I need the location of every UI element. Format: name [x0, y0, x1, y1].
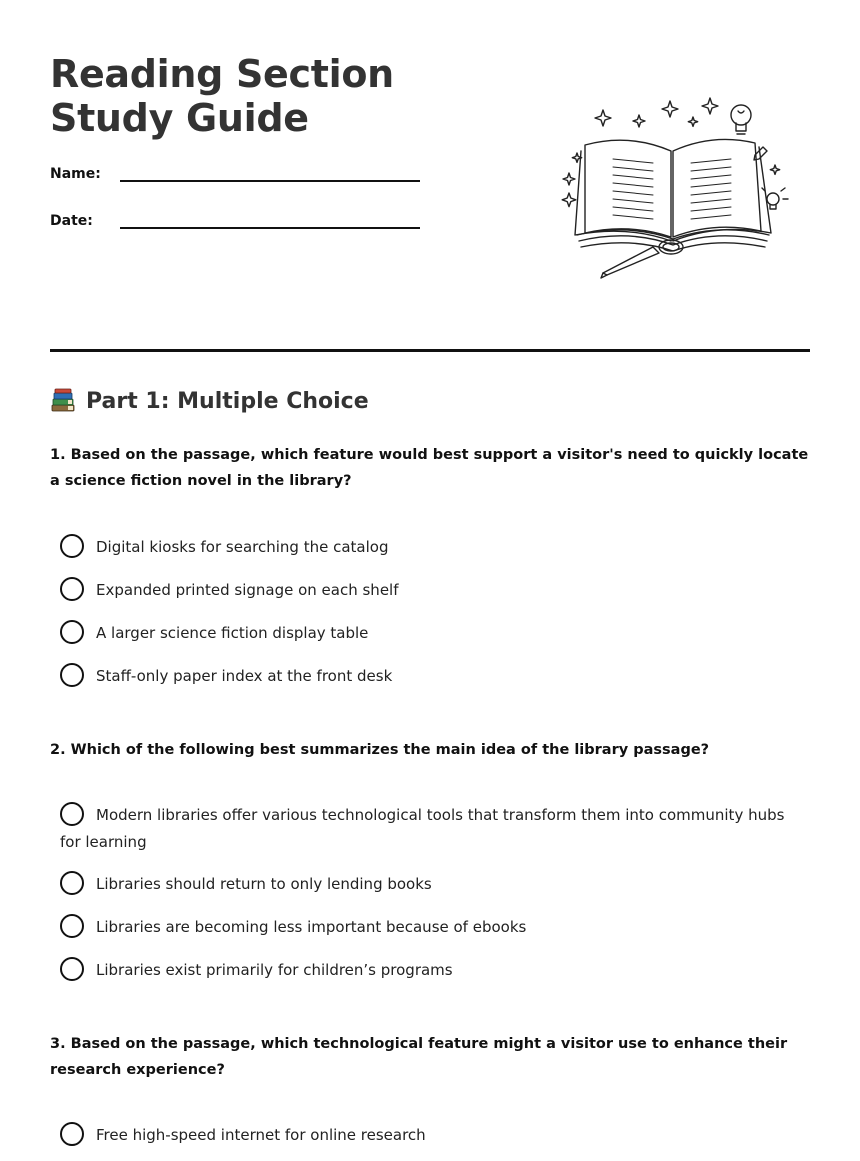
- radio-button[interactable]: [60, 957, 84, 981]
- date-input-line[interactable]: [120, 227, 420, 229]
- radio-button[interactable]: [60, 914, 84, 938]
- option-label: Digital kiosks for searching the catalog: [96, 538, 389, 556]
- option-label: Staff-only paper index at the front desk: [96, 667, 393, 685]
- radio-button[interactable]: [60, 663, 84, 687]
- radio-button[interactable]: [60, 534, 84, 558]
- option-label: Libraries are becoming less important because of ebooks: [96, 918, 527, 936]
- q2-option-4[interactable]: [60, 957, 800, 984]
- option-label: Libraries should return to only lending books: [96, 875, 432, 893]
- q3-option-1[interactable]: [60, 1122, 800, 1149]
- option-label: Free high-speed internet for online research: [96, 1126, 426, 1144]
- radio-button[interactable]: [60, 577, 84, 601]
- name-field-row: [50, 166, 430, 196]
- option-label: Expanded printed signage on each shelf: [96, 581, 399, 599]
- open-book-icon: [555, 95, 795, 285]
- part1-heading: [50, 388, 369, 414]
- q1-option-3[interactable]: [60, 620, 800, 647]
- question-1-text: 1. Based on the passage, which feature would best support a visitor's need to quickly locate a science fiction novel in the library?: [50, 447, 809, 489]
- radio-button[interactable]: [60, 620, 84, 644]
- books-icon: [50, 388, 76, 414]
- option-label: Libraries exist primarily for children’s programs: [96, 961, 453, 979]
- radio-button[interactable]: [60, 802, 84, 826]
- page-title: Reading Section Study Guide: [50, 52, 394, 140]
- radio-button[interactable]: [60, 871, 84, 895]
- q1-option-2[interactable]: [60, 577, 800, 604]
- q2-option-3[interactable]: [60, 914, 800, 941]
- name-input-line[interactable]: [120, 180, 420, 182]
- question-3-text: 3. Based on the passage, which technological feature might a visitor use to enhance their research experience?: [50, 1036, 788, 1078]
- q2-option-1[interactable]: [60, 802, 800, 856]
- radio-button[interactable]: [60, 1122, 84, 1146]
- date-field-row: [50, 213, 430, 243]
- option-label: A larger science fiction display table: [96, 624, 369, 642]
- q1-option-4[interactable]: [60, 663, 800, 690]
- section-divider: [50, 349, 810, 352]
- q2-option-2[interactable]: [60, 871, 800, 898]
- q1-option-1[interactable]: [60, 534, 800, 561]
- question-2-text: 2. Which of the following best summarizes the main idea of the library passage?: [50, 742, 710, 758]
- name-label: Name:: [50, 166, 101, 182]
- part1-heading-text: Part 1: Multiple Choice: [86, 388, 369, 414]
- option-label: Modern libraries offer various technological tools that transform them into community hubs for learning: [60, 806, 785, 851]
- date-label: Date:: [50, 213, 93, 229]
